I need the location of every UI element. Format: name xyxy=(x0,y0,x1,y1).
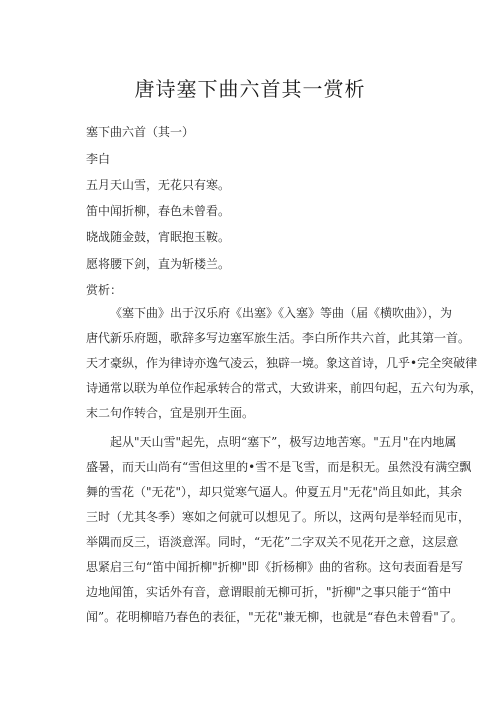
paragraph-line: 思紧启三句“笛中闻折柳"折柳"即《折杨柳》曲的省称。这句表面看是写 xyxy=(86,560,464,574)
paragraph-line: 唐代新乐府题，歌辞多写边塞军旅生活。李白所作共六首，此其第一首。 xyxy=(86,331,471,345)
analysis-paragraph-1 xyxy=(86,301,483,426)
paragraph-line: 天才豪纵，作为律诗亦逸气凌云，独辟一境。象这首诗，几乎•完全突破律 xyxy=(86,356,478,370)
paragraph-line: 边地闻笛，实话外有音，意谓眼前无柳可折，"折柳"之事只能于“笛中 xyxy=(86,585,452,599)
analysis-label: 赏析： xyxy=(86,283,123,297)
paragraph-line: 举隅而反三，语淡意浑。同时，“无花”二字双关不见花开之意，这层意 xyxy=(86,535,459,549)
paragraph-line: 末二句作转合，宜是别开生面。 xyxy=(86,406,255,420)
paragraph-line: 《塞下曲》出于汉乐府《出塞》《入塞》等曲（届《横吹曲》），为 xyxy=(110,306,453,320)
paragraph-line: 盛暑，而天山尚有“雪但这里的•雪不是飞雪，而是积无。虽然没有满空飘 xyxy=(86,460,472,474)
poem-line: 五月天山雪，无花只有寒。 xyxy=(86,178,231,192)
poem-author: 李白 xyxy=(86,152,111,166)
poem-heading: 塞下曲六首（其一） xyxy=(86,125,195,139)
paragraph-line: 三时（尤其冬季）寒如之何就可以想见了。所以，这两句是举轻而见市， xyxy=(86,510,471,524)
paragraph-line: 诗通常以联为单位作起承转合的常式，大致讲来，前四句起，五六句为承， xyxy=(86,381,483,395)
poem-line: 笛中闻折柳，春色未曾看。 xyxy=(86,204,231,218)
analysis-paragraph-2 xyxy=(86,430,472,630)
document-title: 唐诗塞下曲六首其一赏析 xyxy=(134,77,366,101)
poem-line: 晓战随金鼓，宵眠抱玉鞍。 xyxy=(86,230,231,244)
poem-line: 愿将腰下剑，直为斩楼兰。 xyxy=(86,257,231,271)
paragraph-line: 起从"天山雪"起先，点明“塞下”，极写边地苦寒。"五月"在内地属 xyxy=(110,435,457,449)
paragraph-line: 闻”。花明柳暗乃春色的表征，"无花"兼无柳，也就是“春色未曾看"了。 xyxy=(86,610,463,624)
paragraph-line: 舞的雪花（"无花"），却只觉寒气逼人。仲夏五月"无花"尚且如此，其余 xyxy=(86,485,463,499)
